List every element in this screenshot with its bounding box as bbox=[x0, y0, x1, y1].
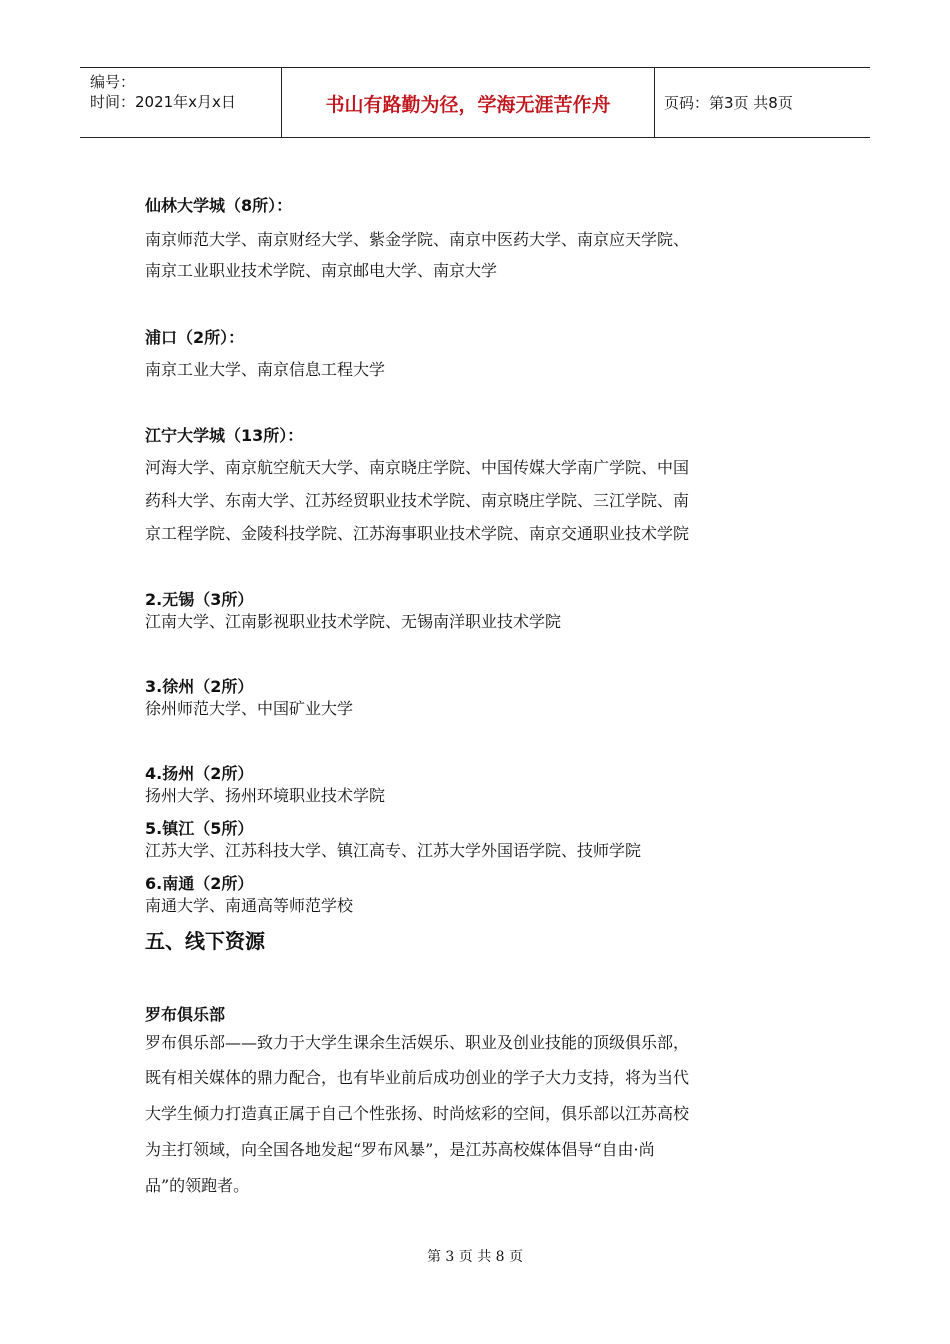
xianlin-line: 南京工业职业技术学院、南京邮电大学、南京大学 bbox=[145, 261, 498, 280]
page-header bbox=[80, 67, 870, 138]
xianlin-line: 南京师范大学、南京财经大学、紫金学院、南京中医药大学、南京应天学院、 bbox=[145, 230, 690, 249]
header-motto: 书山有路勤为径，学海无涯苦作舟 bbox=[325, 94, 611, 116]
nantong-line: 南通大学、南通高等师范学校 bbox=[145, 896, 354, 915]
header-page-info: 页码：第3页 共8页 bbox=[664, 94, 793, 112]
pukou-line: 南京工业大学、南京信息工程大学 bbox=[145, 360, 386, 379]
jiangning-line: 河海大学、南京航空航天大学、南京晓庄学院、中国传媒大学南广学院、中国 bbox=[145, 458, 690, 477]
header-left bbox=[90, 72, 236, 112]
pukou-heading: 浦口（2所）： bbox=[145, 328, 245, 347]
club-paragraph-line: 罗布俱乐部——致力于大学生课余生活娱乐、职业及创业技能的顶级俱乐部， bbox=[145, 1033, 690, 1052]
club-paragraph-line: 品”的领跑者。 bbox=[145, 1176, 250, 1195]
club-heading: 罗布俱乐部 bbox=[145, 1005, 226, 1024]
header-divider bbox=[654, 68, 655, 137]
club-paragraph-line: 为主打领域，向全国各地发起“罗布风暴”，是江苏高校媒体倡导“自由·尚 bbox=[145, 1140, 655, 1159]
jiangning-line: 药科大学、东南大学、江苏经贸职业技术学院、南京晓庄学院、三江学院、南 bbox=[145, 491, 690, 510]
wuxi-heading: 2.无锡（3所） bbox=[145, 590, 254, 609]
header-number-label: 编号： bbox=[90, 73, 136, 91]
xuzhou-line: 徐州师范大学、中国矿业大学 bbox=[145, 699, 354, 718]
header-date: 时间：2021年x月x日 bbox=[90, 93, 236, 111]
section-title: 五、线下资源 bbox=[145, 929, 265, 953]
jiangning-line: 京工程学院、金陵科技学院、江苏海事职业技术学院、南京交通职业技术学院 bbox=[145, 524, 690, 543]
jiangning-heading: 江宁大学城（13所）： bbox=[145, 426, 304, 445]
club-paragraph-line: 大学生倾力打造真正属于自己个性张扬、时尚炫彩的空间，俱乐部以江苏高校 bbox=[145, 1104, 690, 1123]
xianlin-heading: 仙林大学城（8所）： bbox=[145, 196, 293, 215]
page-footer: 第 3 页 共 8 页 bbox=[426, 1249, 524, 1265]
zhenjiang-heading: 5.镇江（5所） bbox=[145, 819, 254, 838]
zhenjiang-line: 江苏大学、江苏科技大学、镇江高专、江苏大学外国语学院、技师学院 bbox=[145, 841, 642, 860]
nantong-heading: 6.南通（2所） bbox=[145, 874, 254, 893]
xuzhou-heading: 3.徐州（2所） bbox=[145, 677, 254, 696]
yangzhou-heading: 4.扬州（2所） bbox=[145, 764, 254, 783]
wuxi-line: 江南大学、江南影视职业技术学院、无锡南洋职业技术学院 bbox=[145, 612, 562, 631]
yangzhou-line: 扬州大学、扬州环境职业技术学院 bbox=[145, 786, 386, 805]
club-paragraph-line: 既有相关媒体的鼎力配合，也有毕业前后成功创业的学子大力支持，将为当代 bbox=[145, 1068, 690, 1087]
